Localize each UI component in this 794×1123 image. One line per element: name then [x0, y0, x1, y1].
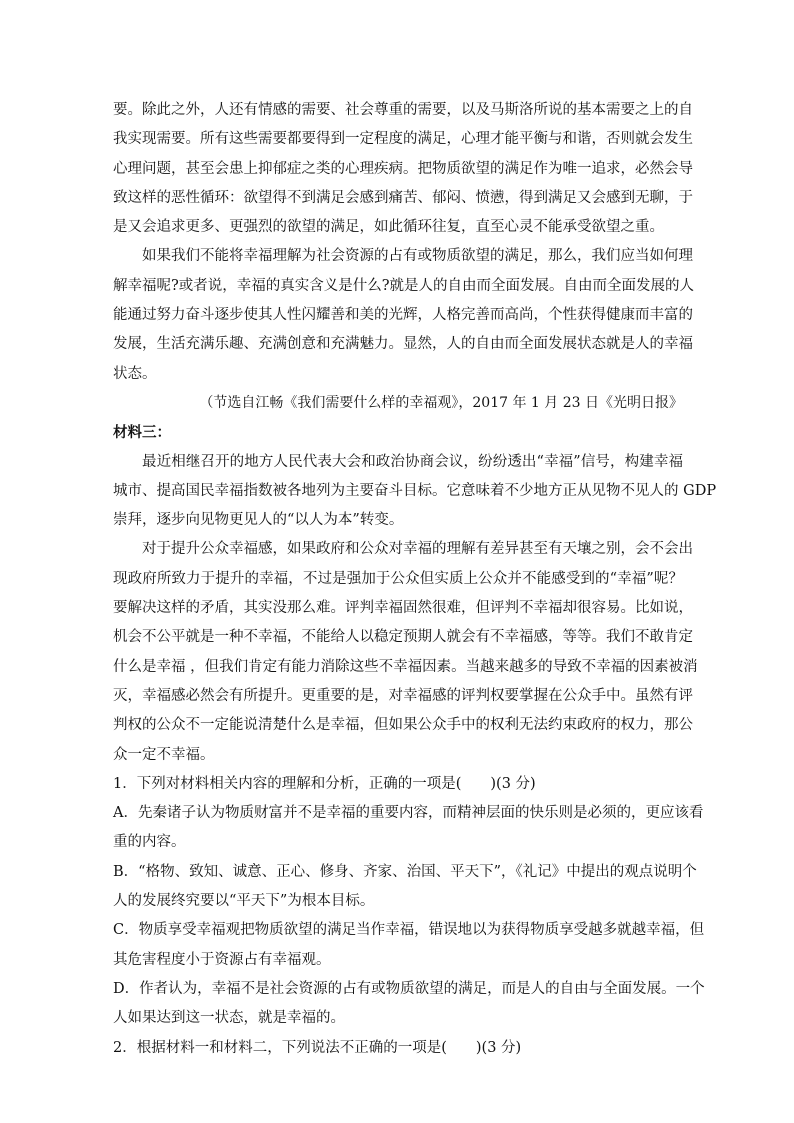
paragraph-line: 现政府所致力于提升的幸福，不过是强加于公众但实质上公众并不能感受到的“幸福”呢？ — [113, 570, 683, 587]
option-d-line: D．作者认为，幸福不是社会资源的占有或物质欲望的满足，而是人的自由与全面发展。一个 — [113, 980, 705, 997]
paragraph-line: 发展，生活充满乐趣、充满创意和充满魅力。显然，人的自由而全面发展状态就是人的幸福 — [113, 336, 693, 353]
paragraph-line: 是又会追求更多、更强烈的欲望的满足，如此循环往复，直至心灵不能承受欲望之重。 — [113, 219, 664, 236]
paragraph-line: 判权的公众不一定能说清楚什么是幸福，但如果公众手中的权利无法约束政府的权力，那公 — [113, 717, 693, 734]
section-heading: 材料三： — [113, 424, 171, 442]
question-stem: 1．下列对材料相关内容的理解和分析，正确的一项是( )(3 分) — [113, 775, 536, 792]
option-b-line: B．“格物、致知、诚意、正心、修身、齐家、治国、平天下”，《礼记》中提出的观点说明个 — [113, 863, 697, 880]
paragraph-line: 对于提升公众幸福感，如果政府和公众对幸福的理解有差异甚至有天壤之别，会不会出 — [142, 541, 693, 558]
paragraph-line: 解幸福呢?或者说，幸福的真实含义是什么?就是人的自由而全面发展。自由而全面发展的人 — [113, 277, 695, 294]
paragraph-line: 如果我们不能将幸福理解为社会资源的占有或物质欲望的满足，那么，我们应当如何理 — [142, 248, 693, 265]
paragraph-line: 什么是幸福 ，但我们肯定有能力消除这些不幸福因素。当越来越多的导致不幸福的因素被消 — [113, 658, 698, 675]
paragraph-line: 要。除此之外，人还有情感的需要、社会尊重的需要，以及马斯洛所说的基本需要之上的自 — [113, 102, 693, 118]
option-b-line: 人的发展终究要以“平天下”为根本目标。 — [113, 893, 375, 910]
paragraph-line: 城市、提高国民幸福指数被各地列为主要奋斗目标。它意味着不少地方正从见物不见人的 GDP — [113, 482, 717, 499]
option-a-line: A．先秦诸子认为物质财富并不是幸福的重要内容，而精神层面的快乐则是必须的，更应该看 — [113, 805, 704, 822]
source-citation: （节选自江畅《我们需要什么样的幸福观》，2017 年 1 月 23 日《光明日报》 — [199, 394, 683, 411]
paragraph-line: 众一定不幸福。 — [113, 746, 215, 763]
option-c-line: C．物质享受幸福观把物质欲望的满足当作幸福，错误地以为获得物质享受越多就越幸福，但 — [113, 922, 705, 939]
option-d-line: 人如果达到这一状态，就是幸福的。 — [113, 1010, 345, 1027]
paragraph-line: 我实现需要。所有这些需要都要得到一定程度的满足，心理才能平衡与和谐，否则就会发生 — [113, 131, 693, 148]
paragraph-line: 最近相继召开的地方人民代表大会和政治协商会议，纷纷透出“幸福”信号，构建幸福 — [142, 453, 683, 470]
document-page — [113, 96, 717, 1063]
paragraph-line: 能通过努力奋斗逐步使其人性闪耀善和美的光辉，人格完善而高尚，个性获得健康而丰富的 — [113, 307, 693, 324]
question-stem: 2．根据材料一和材料二，下列说法不正确的一项是( )(3 分) — [113, 1039, 522, 1056]
paragraph-line: 崇拜，逐步向见物更见人的“以人为本”转变。 — [113, 512, 404, 529]
paragraph-line: 状态。 — [113, 365, 157, 382]
paragraph-line: 灭，幸福感必然会有所提升。更重要的是，对幸福感的评判权要掌握在公众手中。虽然有评 — [113, 687, 693, 704]
option-c-line: 其危害程度小于资源占有幸福观。 — [113, 951, 331, 968]
paragraph-line: 致这样的恶性循环：欲望得不到满足会感到痛苦、郁闷、愤懑，得到满足又会感到无聊，于 — [113, 189, 693, 206]
paragraph-line: 要解决这样的矛盾，其实没那么难。评判幸福固然很难，但评判不幸福却很容易。比如说， — [113, 600, 693, 617]
paragraph-line: 心理问题，甚至会患上抑郁症之类的心理疾病。把物质欲望的满足作为唯一追求，必然会导 — [113, 160, 693, 177]
option-a-line: 重的内容。 — [113, 834, 186, 851]
paragraph-line: 机会不公平就是一种不幸福，不能给人以稳定预期人就会有不幸福感，等等。我们不敢肯定 — [113, 629, 693, 646]
